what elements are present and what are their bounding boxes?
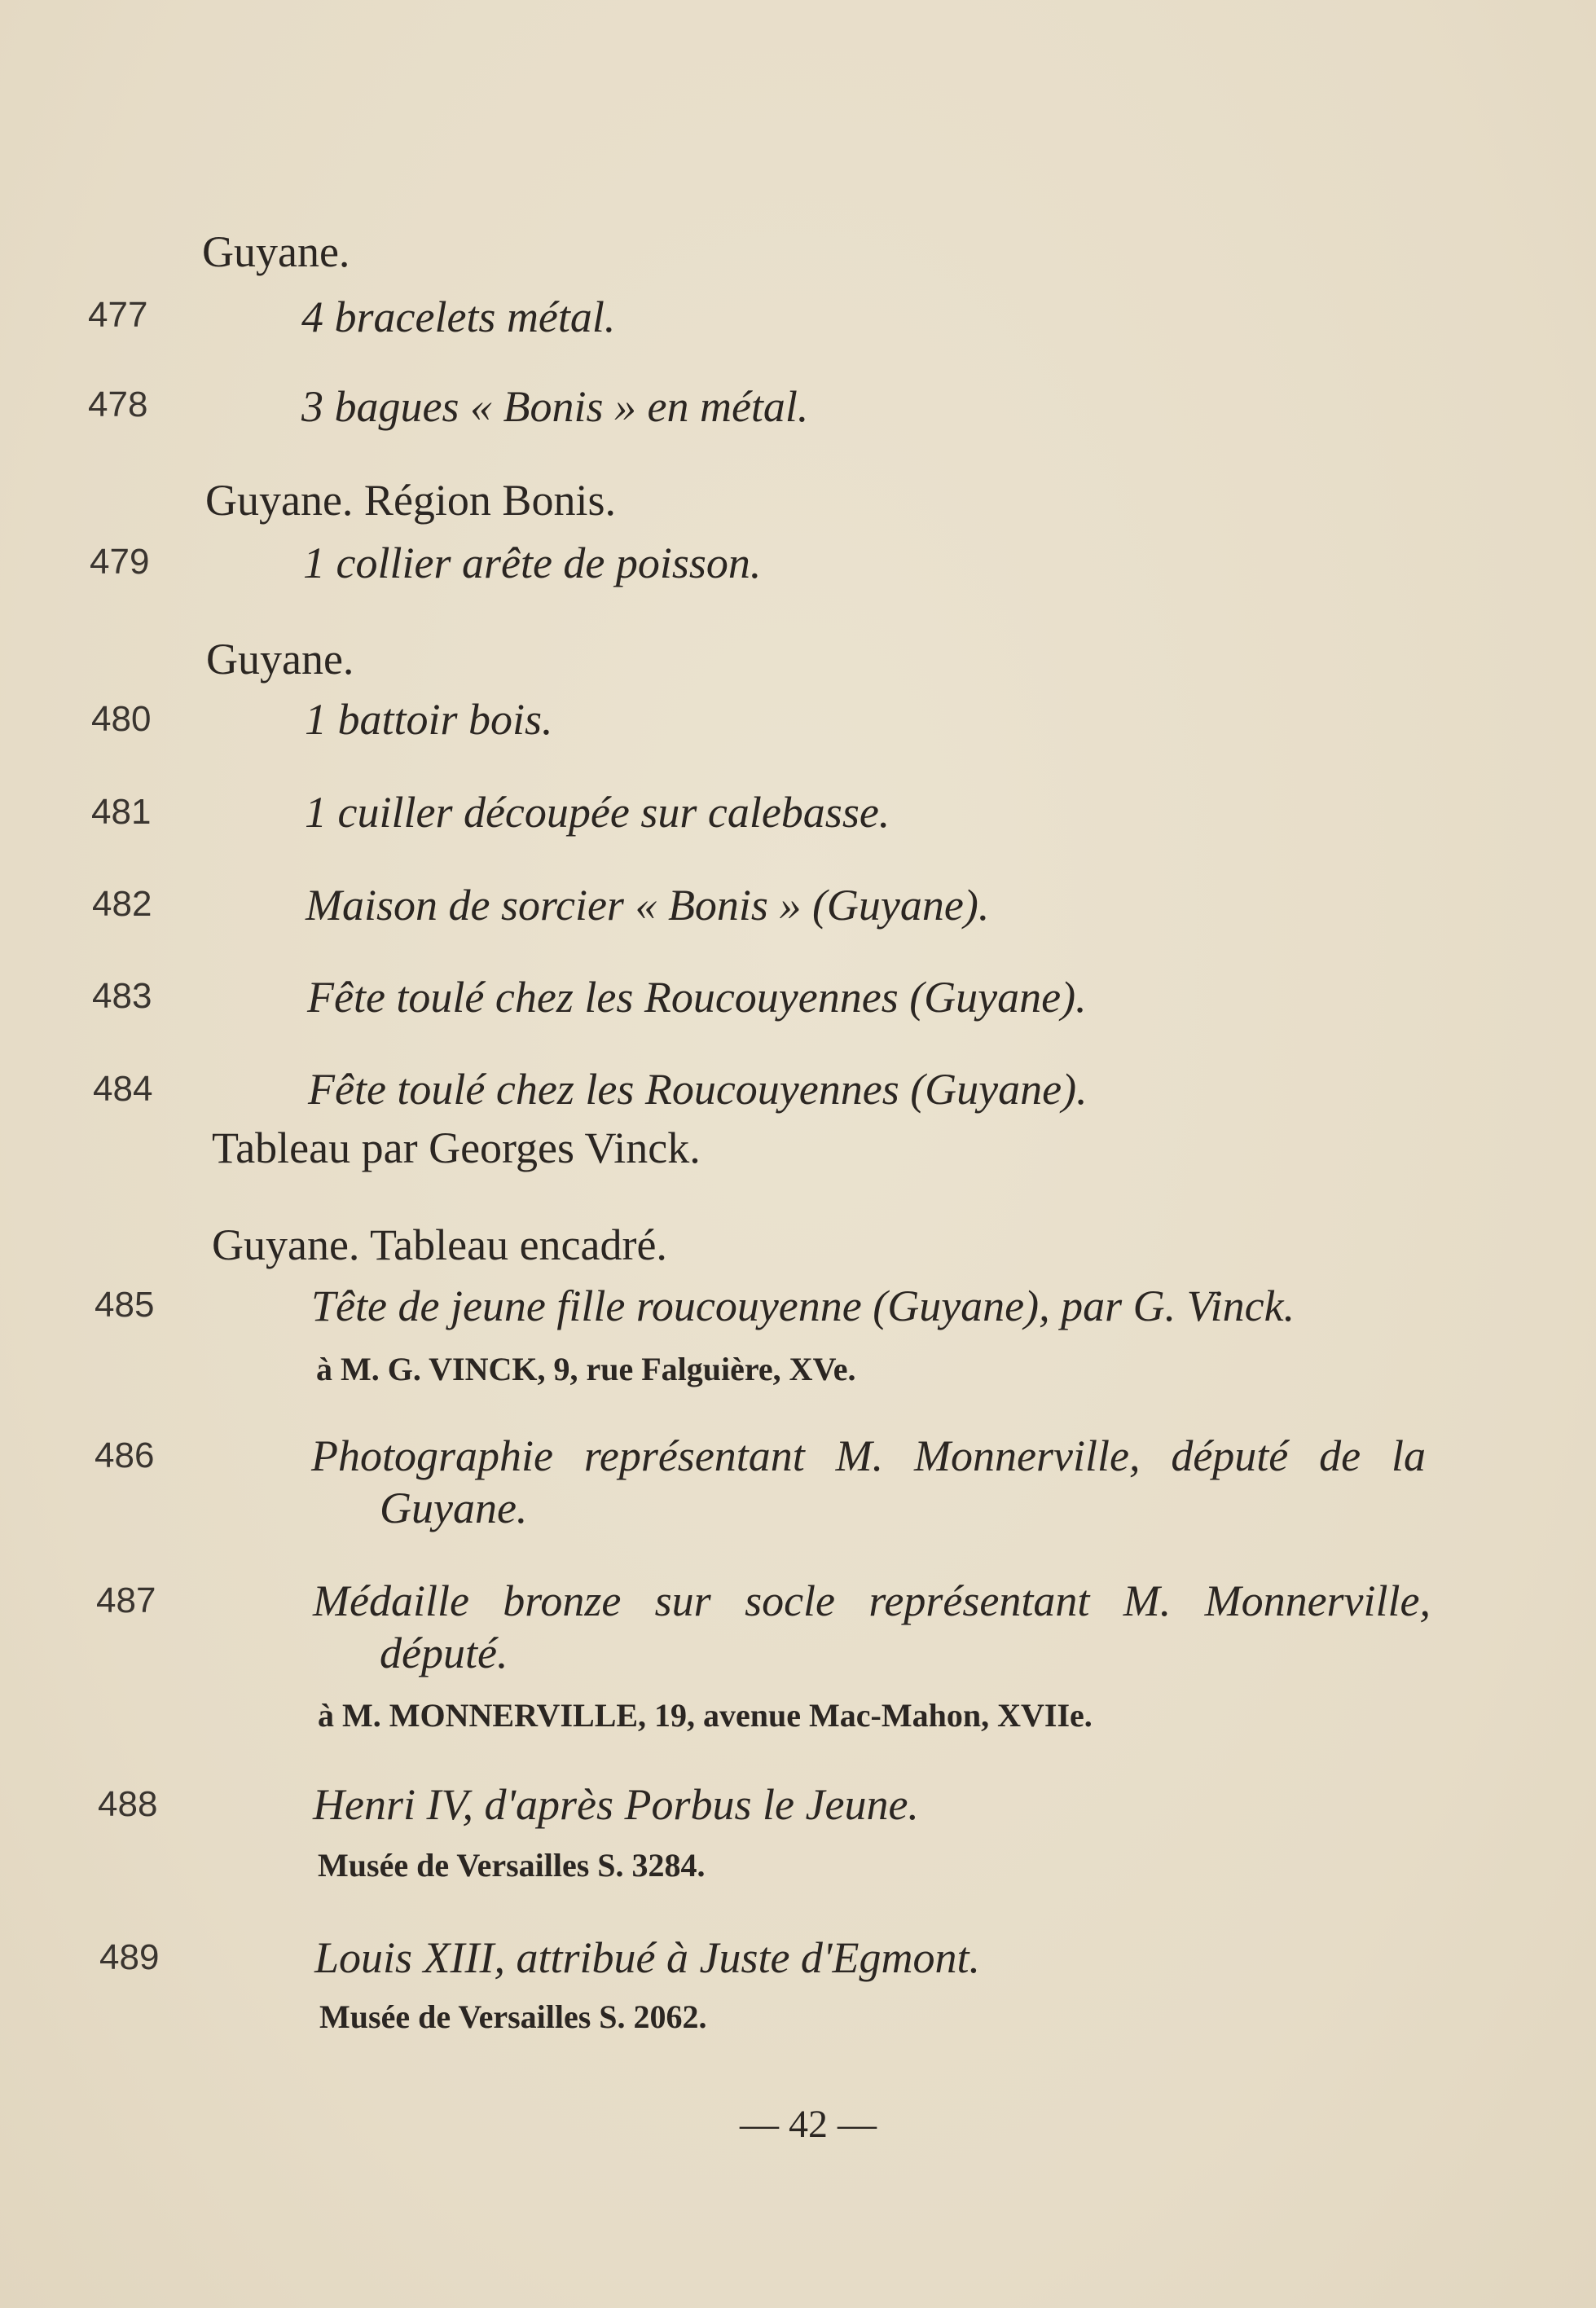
entry-title: Fête toulé chez les Roucouyennes (Guyane). <box>307 973 1087 1022</box>
entry-title: Fête toulé chez les Roucouyennes (Guyane). <box>308 1065 1088 1114</box>
section-heading: Guyane. <box>206 635 354 684</box>
entry-title: Henri IV, d'après Porbus le Jeune. <box>313 1780 919 1829</box>
entry-number: 481 <box>91 792 152 832</box>
entry-number: 477 <box>88 295 148 335</box>
entry-number: 480 <box>91 699 152 739</box>
entry-title: Louis XIII, attribué à Juste d'Egmont. <box>314 1933 980 1982</box>
entry-number: 484 <box>93 1069 153 1109</box>
entry-title: 1 cuiller découpée sur calebasse. <box>305 788 890 837</box>
section-heading: Guyane. <box>202 227 350 276</box>
section-heading: Guyane. Tableau encadré. <box>212 1220 667 1269</box>
entry-title: Maison de sorcier « Bonis » (Guyane). <box>306 881 990 930</box>
entry-title: 1 collier arête de poisson. <box>303 539 762 587</box>
entry-number: 489 <box>99 1937 160 1977</box>
entry-title: Photographie représentant M. Monnerville, député de la <box>311 1431 1426 1480</box>
entry-number: 487 <box>96 1580 156 1620</box>
entry-number: 485 <box>95 1285 155 1325</box>
entry-owner: Musée de Versailles S. 3284. <box>318 1847 706 1884</box>
entry-title-continuation: député. <box>380 1629 508 1677</box>
entry-title: Médaille bronze sur socle représentant M. Monnerville, <box>313 1576 1431 1625</box>
entry-title: 3 bagues « Bonis » en métal. <box>301 382 809 431</box>
section-heading: Tableau par Georges Vinck. <box>212 1123 701 1172</box>
entry-owner: à M. MONNERVILLE, 19, avenue Mac-Mahon, XVIIe. <box>318 1697 1093 1734</box>
entry-number: 483 <box>92 976 152 1016</box>
entry-owner: à M. G. VINCK, 9, rue Falguière, XVe. <box>316 1351 856 1387</box>
entry-number: 482 <box>92 884 152 924</box>
entry-number: 488 <box>98 1784 158 1824</box>
entry-owner: Musée de Versailles S. 2062. <box>319 1998 707 2035</box>
entry-number: 478 <box>88 385 148 424</box>
entry-title: 1 battoir bois. <box>305 695 553 744</box>
entry-number: 479 <box>90 542 150 582</box>
section-heading: Guyane. Région Bonis. <box>205 476 616 525</box>
entry-title: Tête de jeune fille roucouyenne (Guyane), par G. Vinck. <box>311 1281 1295 1330</box>
entry-title-continuation: Guyane. <box>380 1484 528 1532</box>
entry-number: 486 <box>95 1435 155 1475</box>
entry-title: 4 bracelets métal. <box>301 292 616 341</box>
page-number: — 42 — <box>740 2103 877 2146</box>
